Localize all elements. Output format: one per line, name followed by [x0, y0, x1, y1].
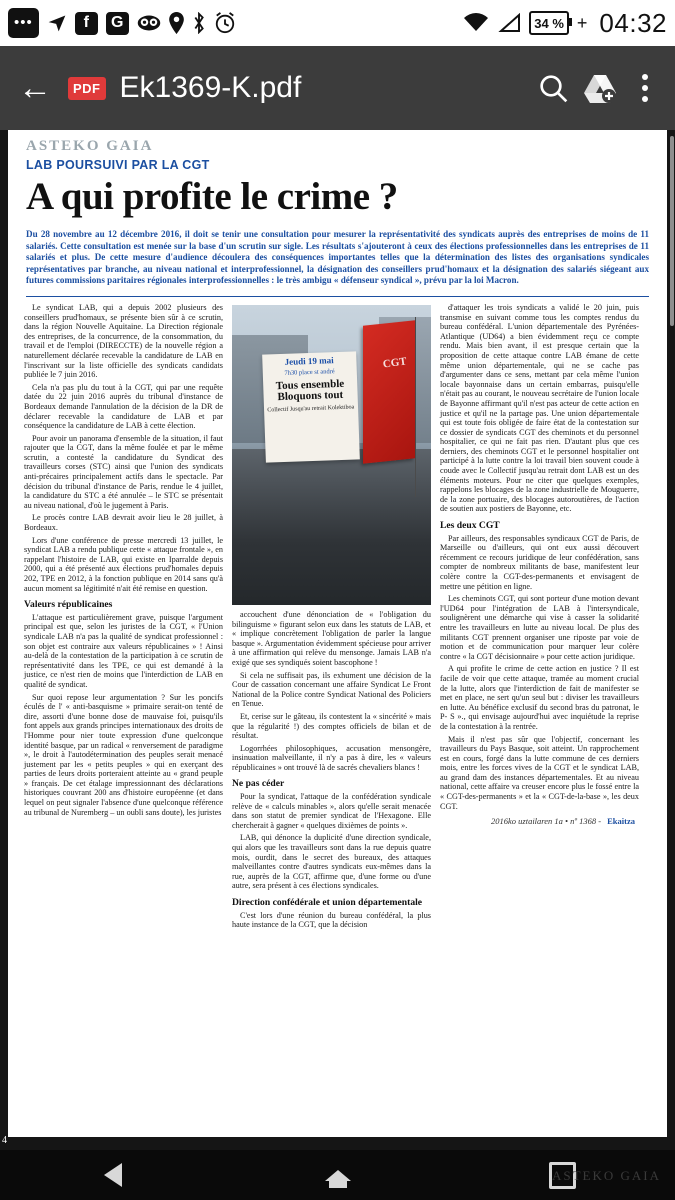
nav-home-button[interactable]	[308, 1158, 368, 1192]
article-column-2	[232, 303, 431, 933]
system-nav-bar	[0, 1150, 675, 1200]
page-number: 4	[2, 1135, 7, 1146]
paragraph: Pour la syndicat, l'attaque de la confédération syndicale relève de « calculs minables », alors qu'elle serait menacée dans son statut de premier syndicat de l'Hexagone. Elle chercherait à gagner « quelques dixièmes de points ».	[232, 792, 431, 830]
article-standfirst: Du 28 novembre au 12 décembre 2016, il doit se tenir une consultation pour mesurer la représentativité des syndicats auprès des entreprises de moins de 11 salariés. Cette consultation est menée sur la base d'un scrutin sur sigle. Les résultats s'ajouteront à ceux des élections professionnelles dans les entreprises de 11 salariés et plus. De cette mesure d'audience découlera des conséquences importantes telles que la détermination des listes des organisations syndicales représentatives par branche, au niveau national et interprofessionnel, la désignation des conseillers prud'homaux et la désignation des salariés siégeant aux futures commissions paritaires régionales interprofessionnelles : le très ambigu « défenseur syndical », prévu par la loi Macron.	[26, 229, 649, 286]
article-column-3	[440, 303, 639, 827]
paragraph: Logorrhées philosophiques, accusation mensongère, insinuation malveillante, il n'y a pas à dire, les « valeurs républicaines » ont trouvé là de sacrés chevaliers blancs !	[232, 743, 431, 772]
status-bar-system	[463, 8, 667, 39]
article-kicker: LAB POURSUIVI PAR LA CGT	[26, 158, 210, 172]
paragraph: Par ailleurs, des responsables syndicaux CGT de Paris, de Marseille ou d'ailleurs, qui ont eux aussi découvert récemment ce recours juridique de leur confédération, sans compter de nombreux militants de base, manifestent leur colère contre la CGT-des-permanents et envisagent de mettre une pétition en ligne.	[440, 533, 639, 591]
owl-app-icon	[137, 10, 161, 36]
paragraph: Mais il n'est pas sûr que l'objectif, concernant les travailleurs du Pays Basque, soit atteint. Un rapprochement est en cours, forgé dans la lutte commune de ces derniers mois, entre les forces vives de la CGT et le syndicat LAB, au grand dam des instances départementales. Et au niveau national, cette affaire va creuser encore plus le fossé entre la « CGT-des-permanents » et la « CGT-de-la-base », les deux CGT.	[440, 734, 639, 811]
home-icon	[325, 1170, 351, 1181]
location-pin-icon	[169, 10, 184, 36]
footer-issue-text: 2016ko uztailaren 1a • nº 1368 -	[491, 816, 602, 827]
paragraph: Cela n'a pas plu du tout à la CGT, qui par une requête datée du 22 juin 2016 auprès du tribunal d'instance de Bordeaux demande l'annulation de la décision de la DR de déclarer recevable la candidature de LAB et par conséquence la candidature de LAB à cette élection.	[24, 382, 223, 431]
paragraph: A qui profite le crime de cette action en justice ? Il est facile de voir que cette attaque, tramée au moment crucial de la lutte, alors que l'interdiction de fait de manifester se met en place, ne sert qu'un seul but : diviser les travailleurs en lutte. Au bénéfice exclusif du second bras du patronat, le P- S »., qui envisage aujourd'hui avec inquiétude la reprise de la contestation à la rentrée.	[440, 664, 639, 731]
pdf-page	[8, 130, 667, 1137]
back-button[interactable]: ←	[18, 69, 52, 107]
banner-line-3: Tous ensemble Bloquons tout	[275, 377, 345, 404]
banner-line-4: Collectif Jusqu'au retrait Kolektiboa	[267, 404, 355, 414]
article-photo	[232, 305, 431, 605]
google-contacts-icon: G	[106, 12, 129, 35]
vertical-scrollbar[interactable]	[670, 136, 674, 326]
article-columns	[24, 303, 651, 933]
paragraph: Pour avoir un panorama d'ensemble de la situation, il faut rajouter que la CGT, dans la même foulée et par le même scrutin, a contesté la candidature du Syndicat des travailleurs corses (STC) ainsi que l'union des syndicats anti-précaires principalement actifs dans le spectacle. Par décision du tribunal d'instance de Paris, rendue le 4 juillet, la candidature du STC a été annulée – le STC se présentait au niveau national, d'où le jugement à Paris.	[24, 433, 223, 510]
paragraph: C'est lors d'une réunion du bureau confédéral, la plus haute instance de la CGT, que la décision	[232, 910, 431, 930]
paragraph: Les cheminots CGT, qui sont porteur d'une motion devant l'UD64 pour l'intégration de LAB à l'intersyndicale, soulignèrent une démarche qui vise à casser la solidarité entre les travailleurs en lutte au niveau local. De plus des militants CGT prennent organiser une riposte par voie de motion et de communication pour marquer leur colère contre « la CGT décisionnaire » pour cette action juridique.	[440, 594, 639, 661]
battery-level: 34 %	[534, 15, 564, 31]
paragraph: L'attaque est particulièrement grave, puisque l'argument principal est que, selon les juristes de la CGT, « l'Union syndicale LAB n'a pas la qualité de syndicat professionnel : son objet est contraire aux valeurs républicaines » ! Ainsi au-delà de la contestation de la participation à ce scrutin de représentativité dans les TPE, ce qui est demandé à la justice, ce n'est rien de moins que l'interdiction de LAB en qualité de syndicat.	[24, 612, 223, 689]
footer-brand: Ekaitza	[607, 816, 635, 827]
banner-line-2: 7h30 place st andré	[284, 367, 335, 377]
wifi-icon	[463, 10, 489, 36]
photo-flag-pole	[415, 317, 417, 497]
paragraph: Le syndicat LAB, qui a depuis 2002 plusieurs des conseillers prud'homaux, se présente bien sûr à ce scrutin, dans la région Nouvelle Aquitaine. La Direction régionale des entreprises, de la concurrence, de la consommation, du travail et de l'emploi (DIRECCTE) de la nouvelle région a naturellement déclarée recevable la candidature de LAB en l'inscrivant sur la liste officielle des syndicats candidats publiée le 7 juin 2016.	[24, 302, 223, 380]
paragraph: Si cela ne suffisait pas, ils exhument une décision de la Cour de cassation concernant une affaire Syndicat Le Front National de la Police contre Syndicat National des Policiers en Tenue.	[232, 670, 431, 709]
photo-crowd	[232, 449, 431, 605]
drive-add-icon[interactable]	[583, 72, 617, 104]
navigation-arrow-icon	[47, 10, 67, 36]
section-subhead: Valeurs républicaines	[24, 599, 113, 611]
masthead: ASTEKO GAIA	[26, 138, 154, 154]
paragraph: Et, cerise sur le gâteau, ils contestent la « sincérité » mais que la régularité !) des comptes officiels de bilan et de résultat.	[232, 711, 431, 741]
messages-dots-icon: •••	[8, 8, 39, 38]
status-bar-notifications	[8, 8, 463, 38]
back-triangle-icon	[104, 1163, 122, 1187]
article-column-1	[24, 303, 223, 820]
banner-line-1: Jeudi 19 mai	[284, 355, 334, 367]
battery-plus-icon: +	[576, 13, 588, 33]
photo-flag-label: CGT	[382, 355, 408, 371]
nav-watermark: ASTEKO GAIA	[551, 1168, 661, 1183]
nav-back-button[interactable]	[83, 1158, 143, 1192]
status-bar	[0, 0, 675, 46]
signal-icon	[497, 10, 521, 36]
paragraph: Lors d'une conférence de presse mercredi 13 juillet, le syndicat LAB a rendu publique cette « attaque frontale », en rappelant l'histoire de LAB, qui existe en Iparralde depuis 2000, qui a été présenté aux élections prud'homales depuis 202, TPE en 2012, à la fonction publique en 2014 sans qu'à aucun moment sa légitimité n'ait été remise en question.	[24, 535, 223, 593]
battery-indicator	[529, 11, 569, 35]
page-footer	[440, 817, 639, 827]
article-headline: A qui profite le crime ?	[26, 175, 398, 218]
section-subhead: Ne pas céder	[232, 778, 285, 790]
app-bar	[0, 46, 675, 130]
alarm-clock-icon	[214, 10, 236, 36]
pdf-viewer[interactable]	[0, 130, 675, 1150]
status-bar-clock: 04:32	[599, 7, 667, 38]
bluetooth-icon	[192, 10, 206, 36]
paragraph: accouchent d'une dénonciation de « l'obligation du bilinguisme » figurant selon eux dans les statuts de LAB, et « implique concrètement l'obligation de parler la langue basque ». Argumentation évidemment spécieuse pour arriver à une affirmation qui relève du mensonge. Jamais LAB n'a exigé que ses syndiqués soient bascophone !	[232, 609, 431, 667]
divider	[26, 296, 649, 297]
search-icon[interactable]	[537, 72, 569, 104]
facebook-icon: f	[75, 12, 98, 35]
more-vertical-icon[interactable]	[631, 73, 659, 103]
paragraph: d'attaquer les trois syndicats a validé le 20 juin, puis transmise en suivant comme tous les comptes rendus du bureau confédéral. L'union départementale des Pyrénées-Atlantique (UD64) a bien évidemment reçu ce compte rendu. Mais bien avant, il est presque certain que la proposition de cette attaque contre LAB émane de cette même union départementale, qui ne se cache pas d'argumenter dans ce sens, mettant par cela même l'union locale bayonnaise dans un certain embarras, puisqu'elle n'était pas au courant, le nouveau secrétaire de l'union locale de Bayonne affirmant qu'il n'est pas acteur de cette action en justice et qu'il ne la partage pas. Une union départementale qui est toute fois obligée de faire état de la contestation sur ce dossier de syndicats CGT des cheminots et du personnel hospitalier, ce qui ne fait pas rien. D'autant plus que ces derniers, des cheminots CGT et le personnel hospitalier ont participé à la lutte contre la loi travail bien souvent coude à coude avec le Collectif jusqu'au retrait dont LAB est un des éléments moteurs. Pour ne citer que quelques exemples, rappelons les blocages de la zone industrielle de Mouguerre, de la zone portuaire, des blocages autoroutières, de l'action de soutien aux postiers de Bayonne, etc.	[440, 302, 639, 514]
paragraph: Sur quoi repose leur argumentation ? Sur les poncifs éculés de l' « anti-basquisme » primaire serait-on tenté de dire, assorti d'une bonne dose de mauvaise foi, puisqu'ils font appels aux grands principes internationaux des droits de l'Homme pour nier toute expression d'une quelconque identité basque, par un radical « renversement de paradigme », le droit à l'autodétermination des peuples serait menacé justement par les « petits peuples » qui en exerçant des parties de leurs droits porteraient atteinte au « grand peuple » français. De cet étalage impressionnant des déclarations historiques couvrant 200 ans d'histoire européenne (et dans lequel on peut signaler l'absence d'une quelconque référence au tribunal de Nuremberg – un oubli sans doute), les juristes	[24, 692, 223, 817]
section-subhead: Les deux CGT	[440, 520, 500, 532]
paragraph: LAB, qui dénonce la duplicité d'une direction syndicale, qui alors que les travailleurs sont dans la rue depuis quatre mois, ourdit, dans le secret des bureaux, des attaques malveillantes contre d'autres syndicats eux-mêmes dans la rue, auprès de la CGT, affirme que, d'une forme ou d'une autre, sera présent à ces élections syndicales.	[232, 833, 431, 891]
section-subhead: Direction confédérale et union départementale	[232, 897, 423, 908]
paragraph: Le procès contre LAB devrait avoir lieu le 28 juillet, à Bordeaux.	[24, 513, 223, 533]
photo-red-flag	[363, 320, 415, 463]
pdf-type-badge: PDF	[68, 77, 106, 100]
photo-protest-banner	[262, 351, 359, 462]
file-name-title: Ek1369-K.pdf	[119, 71, 302, 104]
